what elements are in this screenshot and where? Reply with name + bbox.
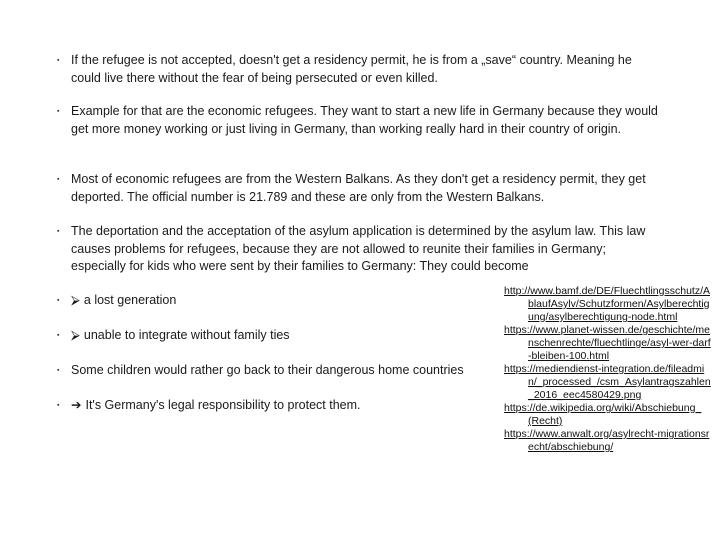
bullet-marker: ▪ (57, 332, 60, 339)
source-link[interactable]: https://www.planet-wissen.de/geschichte/menschenrechte/fluechtlinge/asyl-wer-darf-bleiben-100.html (504, 324, 711, 362)
arrow-icon: ⮚ (71, 293, 80, 307)
source-link[interactable]: https://mediendienst-integration.de/fileadmin/_processed_/csm_Asylantragszahlen_2016_eec4580429.png (504, 363, 711, 401)
right-arrow-icon: ➔ (71, 398, 82, 412)
bullet-text: ➔ It's Germany's legal responsibility to protect them. (71, 397, 511, 415)
bullet-text: If the refugee is not accepted, doesn't get a residency permit, he is from a „save“ country. Meaning he could live there without the fear of being persecuted or even killed. (71, 53, 632, 85)
bullet-marker: ▪ (57, 402, 60, 409)
arrow-icon: ⮚ (71, 328, 80, 342)
bullet-text: Example for that are the economic refugees. They want to start a new life in Germany because they would get more money working or just living in Germany, than working really hard in their country of origin. (71, 104, 658, 136)
source-link[interactable]: http://www.bamf.de/DE/Fluechtlingsschutz/AblaufAsylv/Schutzformen/Asylberechtigung/asylberechtigung-node.html (504, 285, 711, 323)
bullet-marker: ▪ (57, 176, 60, 183)
bullet-text: Most of economic refugees are from the Western Balkans. As they don't get a residency permit, they get deported. The official number is 21.789 and these are only from the Western Balkans. (71, 172, 646, 204)
bullet-text: Some children would rather go back to their dangerous home countries (71, 363, 464, 377)
bullet-text: ⮚ unable to integrate without family ties (71, 327, 511, 345)
bullet-marker: ▪ (57, 228, 60, 235)
bullet-marker: ▪ (57, 297, 60, 304)
bullet-marker: ▪ (57, 57, 60, 64)
source-links (504, 285, 712, 454)
source-link[interactable]: https://de.wikipedia.org/wiki/Abschiebung_(Recht) (504, 402, 702, 427)
bullet-text: ⮚ a lost generation (71, 292, 511, 310)
bullet-text: The deportation and the acceptation of the asylum application is determined by the asylum law. This law causes problems for refugees, because they are not allowed to reunite their families in Germany; especially for kids who were sent by their families to Germany: They could become (71, 224, 646, 273)
bullet-marker: ▪ (57, 108, 60, 115)
source-link[interactable]: https://www.anwalt.org/asylrecht-migrationsrecht/abschiebung/ (504, 428, 710, 453)
bullet-marker: ▪ (57, 367, 60, 374)
